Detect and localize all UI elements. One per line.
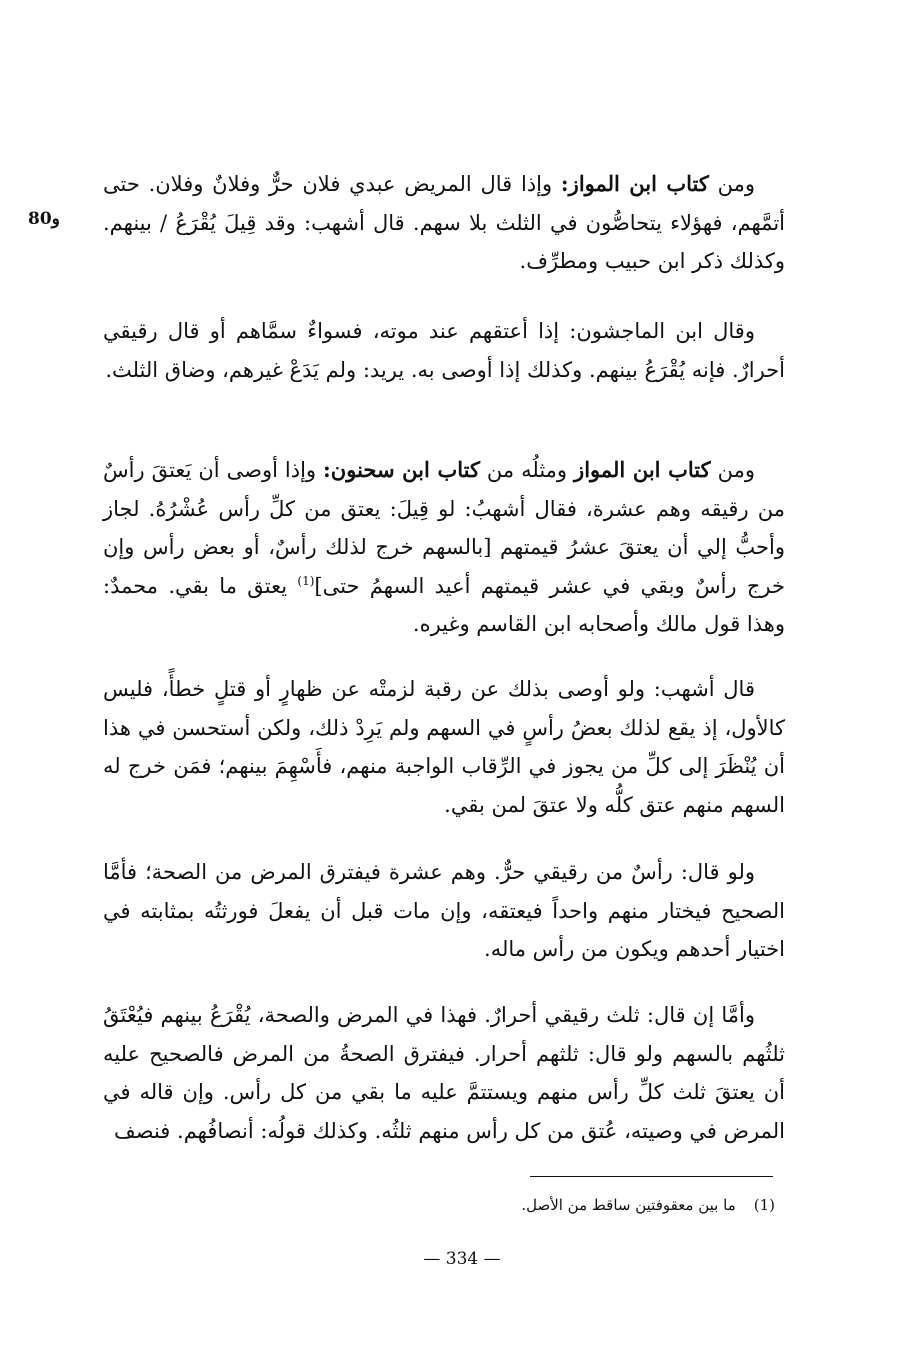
footnote-number: (1) (753, 1196, 775, 1214)
paragraph-2-text: وقال ابن الماجشون: إذا أعتقهم عند موته، فسواءٌ سمَّاهم أو قال رقيقي أحرارٌ. فإنه يُقْرَعُ بينهم. وكذلك إذا أوصى به. يريد: ولم يَدَعْ غيرهم، وضاق الثلث. (103, 319, 785, 382)
paragraph-3-mid: ومثلُه من (479, 458, 575, 482)
folio-marker: و80 (28, 209, 60, 229)
paragraph-3-tail: يعتق ما بقي. محمدٌ: وهذا قول مالك وأصحابه ابن القاسم وغيره. (103, 573, 785, 636)
paragraph-5-text: ولو قال: رأسٌ من رقيقي حرٌّ. وهم عشرة فيفترق المرض من الصحة؛ فأمَّا الصحيح فيختار منهم واحداً فيعتقه، وإن مات قبل أن يفعلَ فورثتُه بمثابته في اختيار أحدهم ويكون من رأس ماله. (103, 860, 785, 961)
paragraph-4 (103, 670, 785, 824)
source-citation: كتاب ابن المواز: (560, 171, 709, 196)
paragraph-1-body: وإذا قال المريض عبدي فلان حرٌّ وفلانٌ وفلان. حتى أتمَّهم، فهؤلاء يتحاصُّون في الثلث بلا سهم. قال أشهب: وقد قِيلَ يُقْرَعُ / بينهم. وكذلك ذكر ابن حبيب ومطرِّف. (103, 172, 785, 273)
paragraph-3-body: وإذا أوصى أن يَعتقَ رأسٌ من رقيقه وهم عشرة، فقال أشهبُ: لو قِيلَ: يعتق من كلِّ رأس عُشْرُهُ. لجاز وأحبُّ إلي أن يعتقَ عشرُ قيمتهم [بالسهم خرج لذلك رأسٌ، أو بعض رأس وإن خرج رأسٌ وبقي في عشر قيمتهم أعيد السهمُ حتى] (103, 458, 785, 598)
page-number: — 334 — (423, 1249, 501, 1269)
paragraph-1 (103, 165, 785, 281)
paragraph-5 (103, 853, 785, 969)
footnote-reference: (1) (297, 573, 315, 588)
source-citation: كتاب ابن المواز (574, 457, 711, 482)
source-citation: كتاب ابن سحنون: (323, 457, 480, 482)
footnote-text: ما بين معقوفتين ساقط من الأصل. (521, 1196, 736, 1214)
paragraph-6-text: وأمَّا إن قال: ثلث رقيقي أحرارٌ. فهذا في المرض والصحة، يُقْرَعُ بينهم فيُعْتَقُ ثلثُهم بالسهم ولو قال: ثلثهم أحرار. فيفترق الصحةُ من المرض فالصحيح عليه أن يعتقَ ثلث كلِّ رأس منهم ويستتمَّ عليه ما بقي من كل رأس. وإن قاله في المرض في وصيته، عُتق من كل رأس منهم ثلثُه. وكذلك قولُه: أنصافُهم. فنصف (103, 1003, 785, 1143)
footnote (420, 1193, 775, 1217)
paragraph-2 (103, 312, 785, 389)
paragraph-3-lead: ومن (710, 458, 755, 482)
footnote-divider (530, 1176, 773, 1177)
paragraph-3 (103, 451, 785, 644)
paragraph-6 (103, 996, 785, 1150)
paragraph-4-text: قال أشهب: ولو أوصى بذلك عن رقبة لزمتْه عن ظهارٍ أو قتلٍ خطأً، فليس كالأول، إذ يقع لذلك بعضُ رأسٍ في السهم ولم يَرِدْ ذلك، ولكن أستحسن في هذا أن يُنْظَرَ إلى كلِّ من يجوز في الرِّقاب الواجبة منهم، فأَسْهِمَ بينهم؛ فمَن خرج له السهم منهم عتق كلُّه ولا عتقَ لمن بقي. (103, 677, 785, 817)
paragraph-1-lead: ومن (708, 172, 755, 196)
